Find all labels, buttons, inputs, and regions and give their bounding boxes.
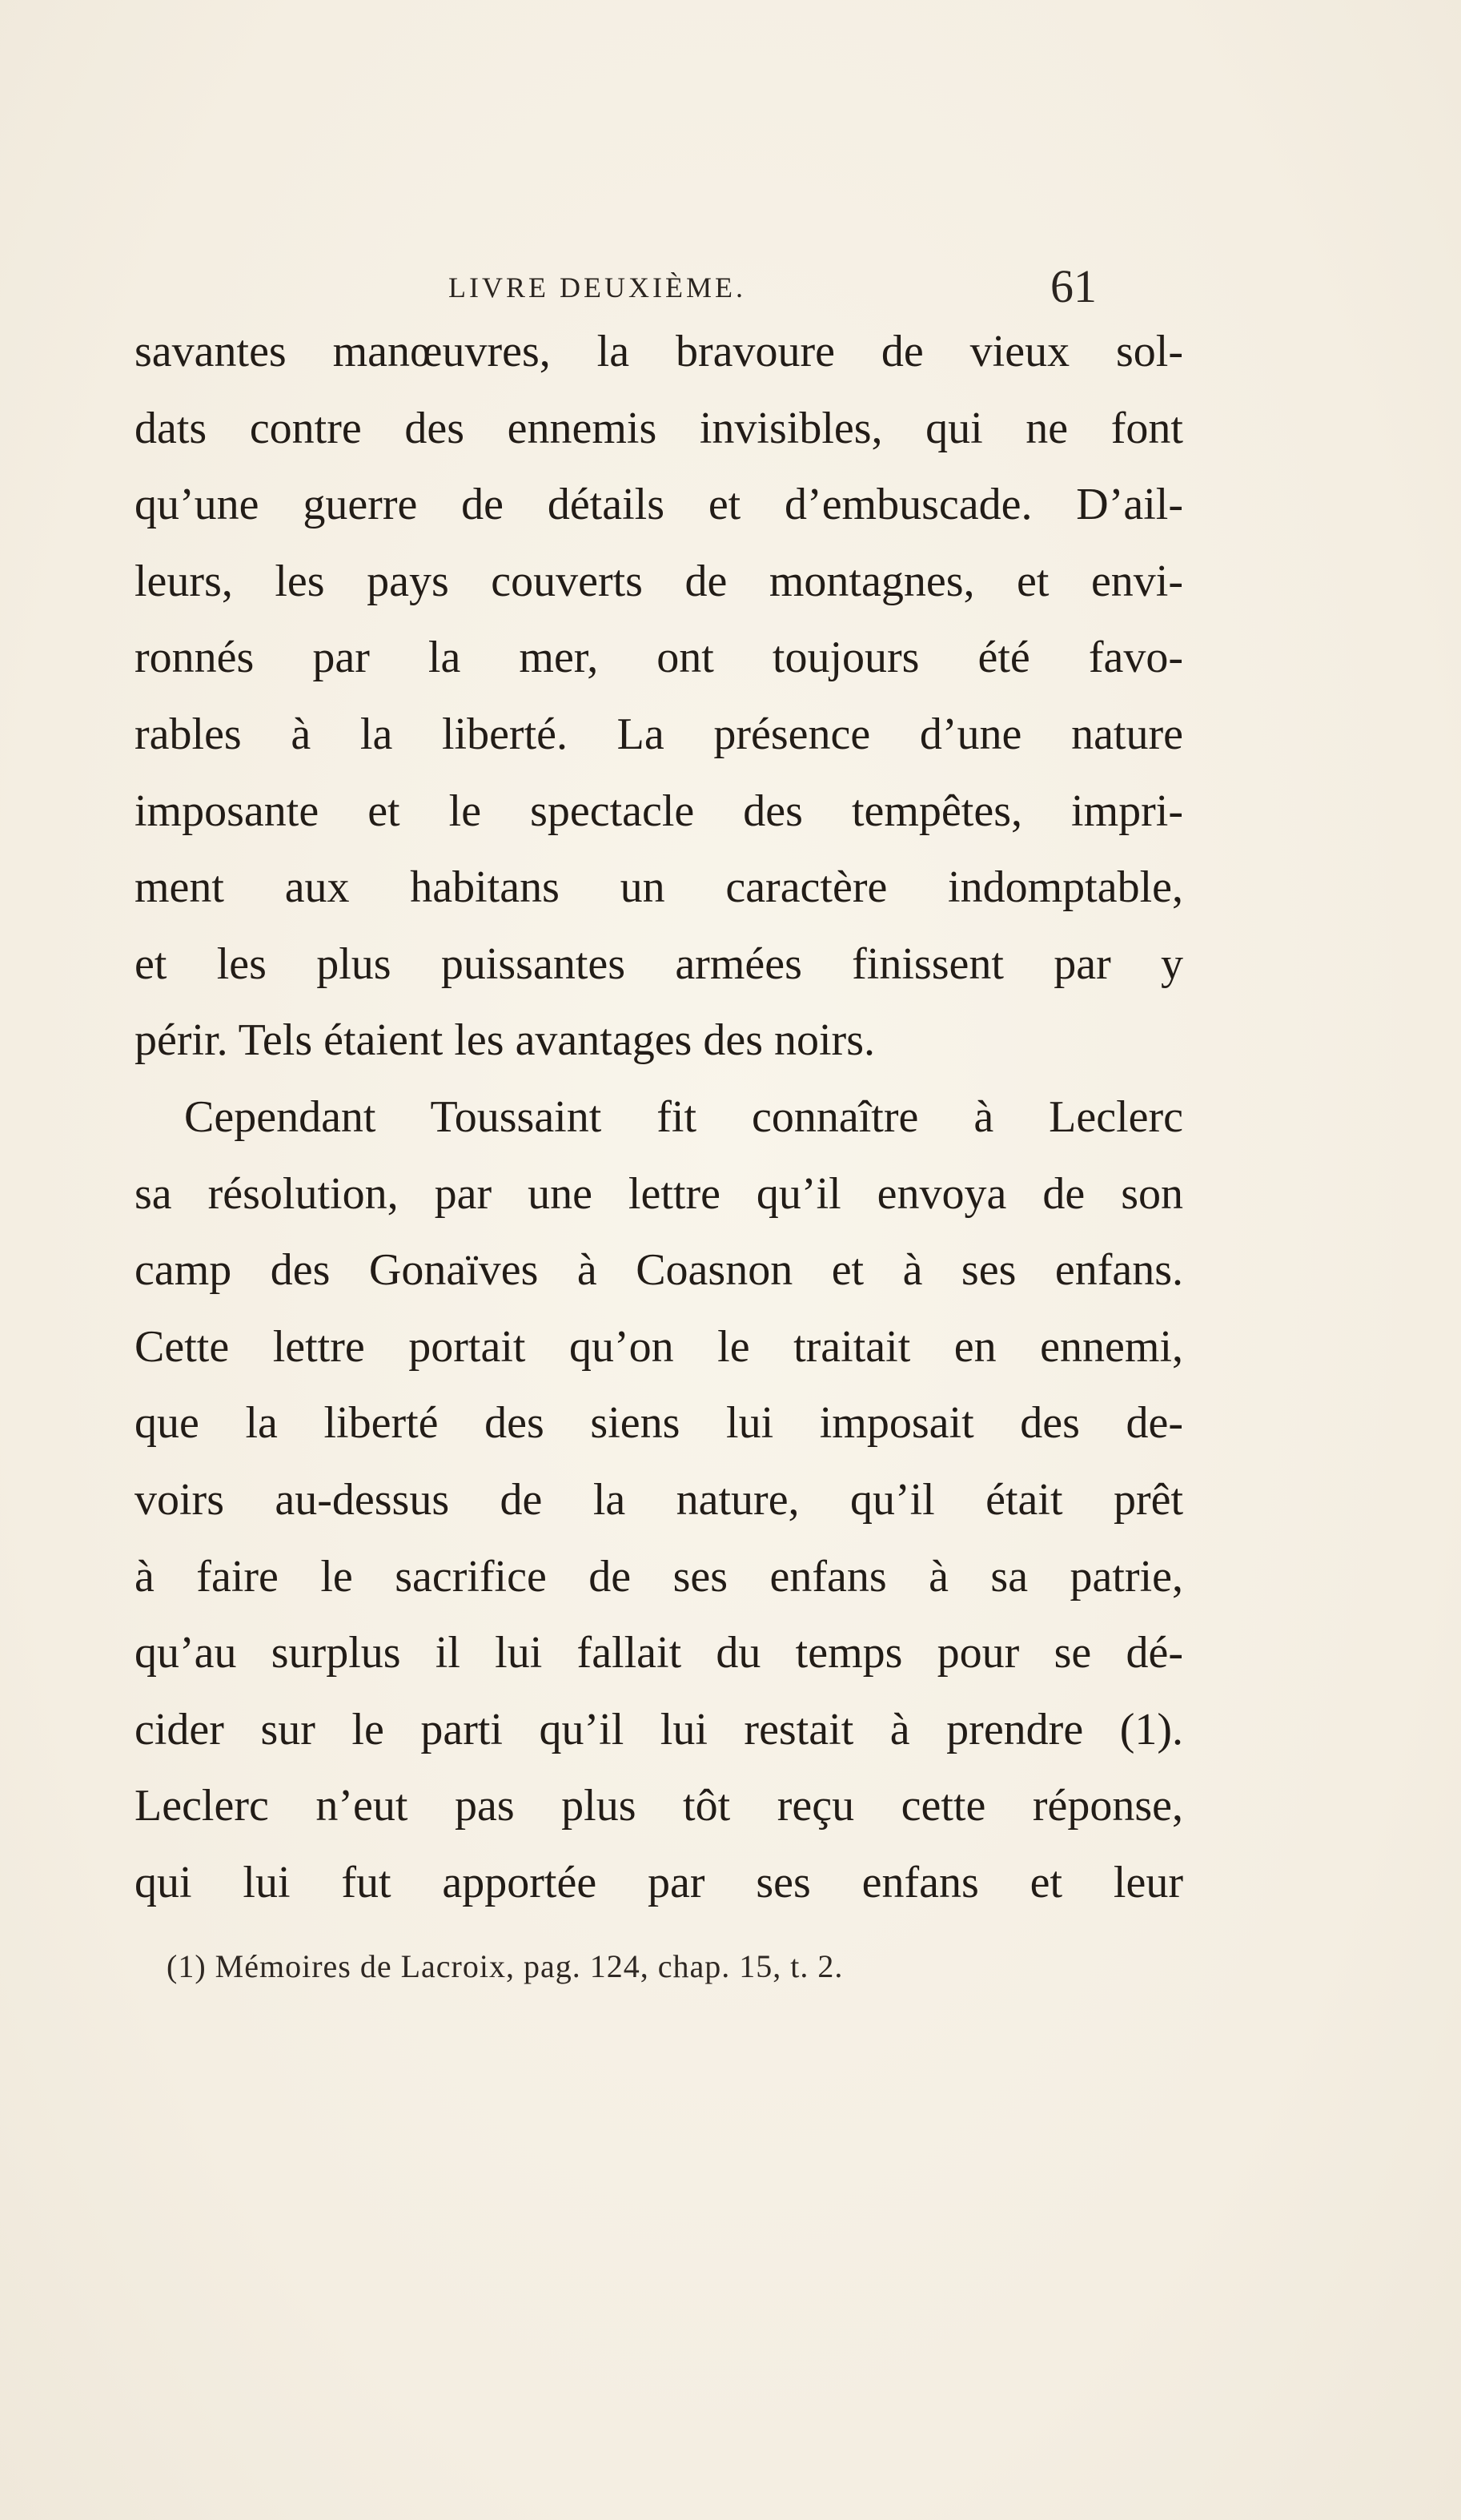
running-head-title: LIVRE DEUXIÈME.	[448, 271, 746, 303]
text-line: qui lui fut apportée par ses enfans et leur	[134, 1857, 1183, 1907]
text-line: que la liberté des siens lui imposait des de-	[134, 1398, 1183, 1449]
text-line: ronnés par la mer, ont toujours été favo-	[134, 633, 1183, 683]
page-number: 61	[1050, 260, 1097, 312]
text-line: camp des Gonaïves à Coasnon et à ses enfans.	[134, 1245, 1183, 1296]
text-line: dats contre des ennemis invisibles, qui ne font	[134, 403, 1183, 453]
text-line: qu’au surplus il lui fallait du temps pour se dé-	[134, 1628, 1183, 1678]
text-line: Cette lettre portait qu’on le traitait en ennemi,	[134, 1321, 1183, 1372]
text-line: qu’une guerre de détails et d’embuscade. D’ail-	[134, 480, 1183, 530]
paragraph-first-line: Cependant Toussaint fit connaître à Leclerc	[184, 1091, 1183, 1142]
text-line: ment aux habitans un caractère indomptable,	[134, 862, 1183, 913]
text-line: périr. Tels étaient les avantages des noirs.	[134, 1015, 875, 1066]
text-line: imposante et le spectacle des tempêtes, impri-	[134, 786, 1183, 836]
text-line: rables à la liberté. La présence d’une nature	[134, 709, 1183, 759]
text-line: sa résolution, par une lettre qu’il envoya de son	[134, 1168, 1183, 1219]
text-line: à faire le sacrifice de ses enfans à sa patrie,	[134, 1551, 1183, 1602]
footnote: (1) Mémoires de Lacroix, pag. 124, chap. 15, t. 2.	[167, 1948, 844, 1984]
body-text	[134, 314, 1183, 1921]
text-line: savantes manœuvres, la bravoure de vieux sol-	[134, 327, 1183, 376]
text-line: voirs au-dessus de la nature, qu’il était prêt	[134, 1474, 1183, 1525]
text-line: cider sur le parti qu’il lui restait à prendre (1).	[134, 1704, 1183, 1754]
text-line: Leclerc n’eut pas plus tôt reçu cette réponse,	[134, 1781, 1183, 1831]
text-line: et les plus puissantes armées finissent par y	[134, 938, 1183, 989]
text-line: leurs, les pays couverts de montagnes, et envi-	[134, 556, 1183, 606]
